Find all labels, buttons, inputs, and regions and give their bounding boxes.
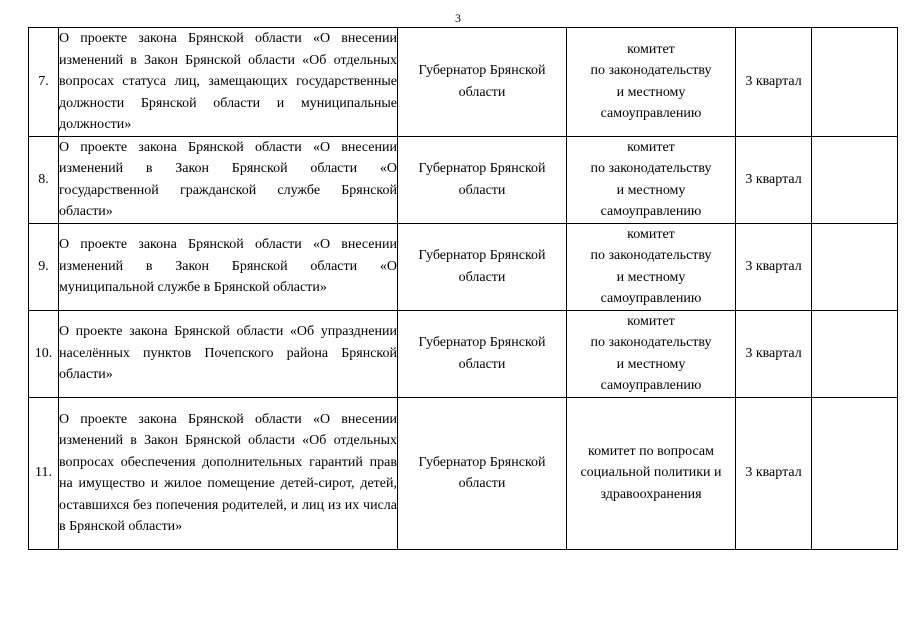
committee-line: самоуправлению: [600, 106, 702, 122]
page-number: 3: [455, 11, 461, 25]
bill-title: О проекте закона Брянской области «О внесении изменений в Закон Брянской области «Об отдельных вопросах статуса лиц, замещающих государственные должности Брянской области и муниципальные должности»: [59, 28, 398, 137]
committee-line: по законодательству: [590, 161, 712, 176]
committee-line: и местному: [616, 84, 686, 100]
responsible-committee: [567, 28, 736, 137]
bill-author: Губернатор Брянской области: [398, 397, 567, 549]
consideration-term: 3 квартал: [736, 310, 812, 397]
table-row: [29, 223, 898, 310]
committee-line: и местному: [616, 269, 686, 285]
row-number: 11.: [29, 397, 59, 549]
note-cell: [812, 28, 898, 137]
bill-author: Губернатор Брянской области: [398, 310, 567, 397]
responsible-committee: [567, 136, 736, 223]
committee-line: самоуправлению: [600, 204, 702, 219]
committee-line: самоуправлению: [600, 378, 702, 393]
committee-line: по законодательству: [590, 63, 712, 79]
responsible-committee: [567, 397, 736, 549]
row-number: 9.: [29, 223, 59, 310]
row-number: 7.: [29, 28, 59, 137]
note-cell: [812, 223, 898, 310]
committee-line: по законодательству: [590, 248, 712, 263]
bill-title: О проекте закона Брянской области «О внесении изменений в Закон Брянской области «О государственной гражданской службе Брянской области»: [59, 136, 398, 223]
note-cell: [812, 310, 898, 397]
consideration-term: 3 квартал: [736, 397, 812, 549]
committee-line: комитет: [627, 139, 675, 155]
bill-title: О проекте закона Брянской области «Об упразднении населённых пунктов Почепского района Брянской области»: [59, 310, 398, 397]
legislative-plan-table: [28, 27, 898, 550]
committee-line: комитет по вопросам: [588, 443, 714, 459]
consideration-term: 3 квартал: [736, 136, 812, 223]
responsible-committee: [567, 223, 736, 310]
committee-line: комитет: [627, 41, 675, 57]
note-cell: [812, 397, 898, 549]
bill-title: О проекте закона Брянской области «О внесении изменений в Закон Брянской области «Об отдельных вопросах обеспечения дополнительных гарантий прав на имущество и жилое помещение детей-сирот, детей, оставшихся без попечения родителей, и лиц из их числа в Брянской области»: [59, 397, 398, 549]
bill-title: О проекте закона Брянской области «О внесении изменений в Закон Брянской области «О муниципальной службе в Брянской области»: [59, 223, 398, 310]
bill-author: Губернатор Брянской области: [398, 136, 567, 223]
committee-line: комитет: [627, 313, 675, 329]
table-row: [29, 28, 898, 137]
committee-line: по законодательству: [590, 335, 712, 350]
committee-line: и местному: [616, 356, 686, 372]
table-row: [29, 136, 898, 223]
bill-author: Губернатор Брянской области: [398, 28, 567, 137]
committee-line: здравоохранения: [600, 486, 702, 502]
committee-line: комитет: [627, 226, 675, 242]
committee-line: и местному: [616, 182, 686, 198]
table-row: [29, 397, 898, 549]
row-number: 8.: [29, 136, 59, 223]
committee-line: социальной политики и: [580, 465, 722, 481]
bill-author: Губернатор Брянской области: [398, 223, 567, 310]
consideration-term: 3 квартал: [736, 28, 812, 137]
row-number: 10.: [29, 310, 59, 397]
table-row: [29, 310, 898, 397]
consideration-term: 3 квартал: [736, 223, 812, 310]
committee-line: самоуправлению: [600, 291, 702, 306]
responsible-committee: [567, 310, 736, 397]
note-cell: [812, 136, 898, 223]
